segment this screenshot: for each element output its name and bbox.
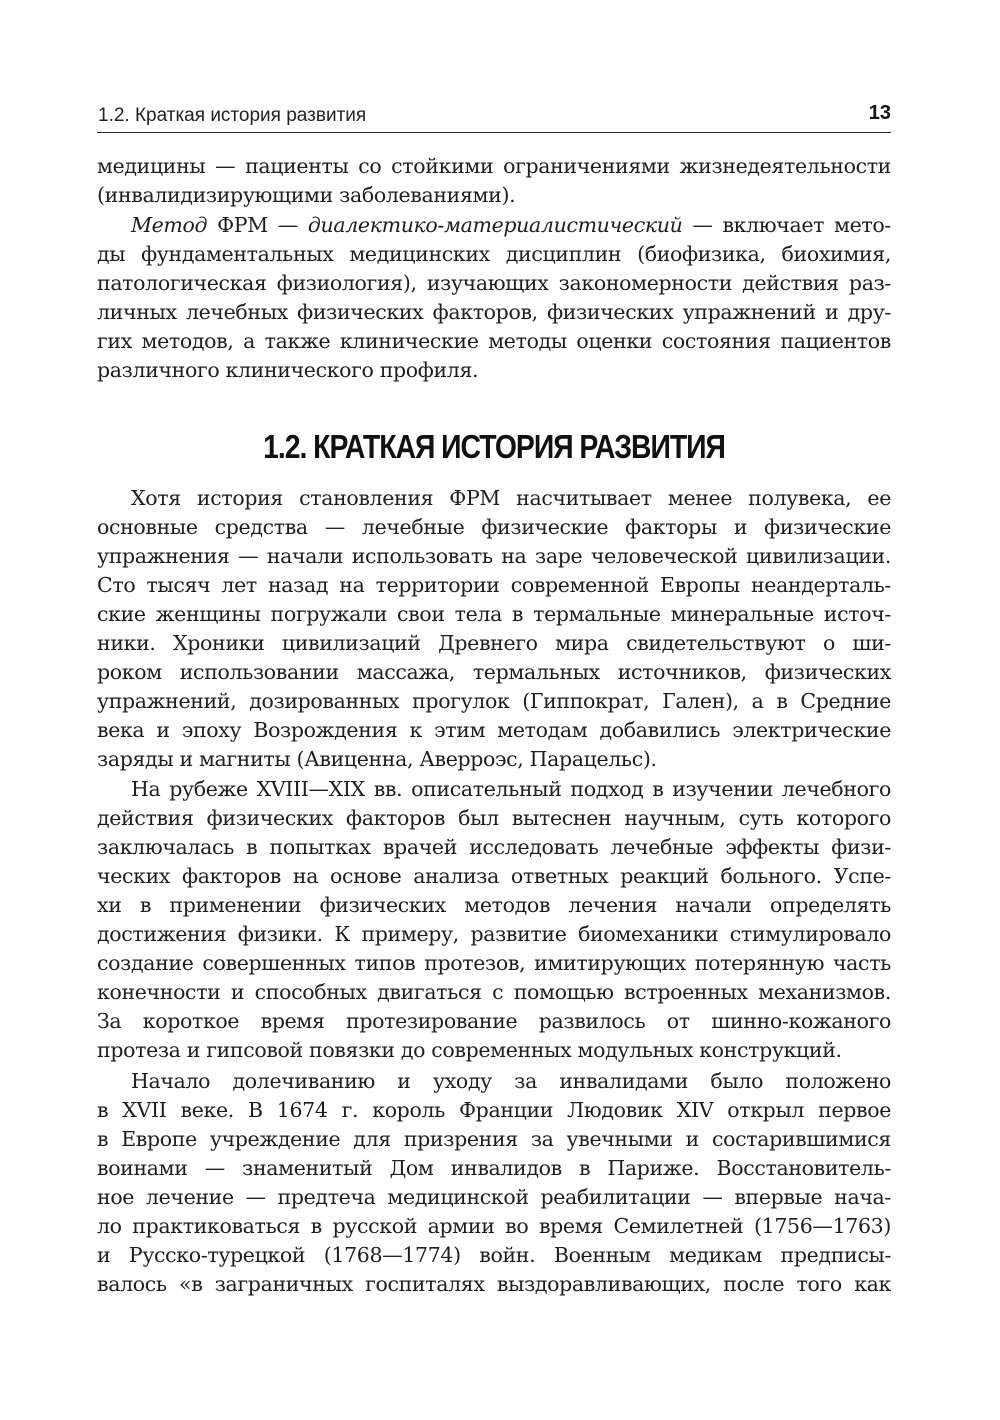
text-line: заключалась в попытках врачей исследовать лечебные эффекты физи- [97, 835, 891, 859]
text-line: протеза и гипсовой повязки до современных модульных конструкций. [97, 1038, 842, 1062]
text-line: ческих факторов на основе анализа ответных реакций больного. Успе- [97, 864, 891, 888]
continuation-paragraph [97, 152, 891, 210]
text-line: Сто тысяч лет назад на территории современной Европы неандерталь- [97, 573, 891, 597]
text-line: и Русско-турецкой (1768—1774) войн. Военным медикам предписы- [97, 1243, 891, 1267]
section-heading: 1.2. КРАТКАЯ ИСТОРИЯ РАЗВИТИЯ [263, 428, 725, 465]
text-line: воинами — знаменитый Дом инвалидов в Париже. Восстановитель- [97, 1156, 891, 1180]
text-line: На рубеже XVIII—XIX вв. описательный подход в изучении лечебного [131, 777, 891, 801]
text-line: действия физических факторов был вытеснен научным, суть которого [97, 806, 891, 830]
text-line: различного клинического профиля. [97, 358, 479, 382]
text-line: личных лечебных физических факторов, физических упражнений и дру- [97, 300, 891, 324]
text-line: упражнения — начали использовать на заре человеческой цивилизации. [97, 544, 891, 568]
text-line: основные средства — лечебные физические факторы и физические [97, 515, 891, 539]
text-line: заряды и магниты (Авиценна, Аверроэс, Парацельс). [97, 747, 657, 771]
text-line: в XVII веке. В 1674 г. король Франции Людовик XIV открыл первое [97, 1098, 891, 1122]
text-line: в Европе учреждение для призрения за увечными и состарившимися [97, 1127, 891, 1151]
text-line: ды фундаментальных медицинских дисциплин (биофизика, биохимия, [97, 242, 891, 266]
text-line-with-italics: Метод ФРМ — диалектико-материалистический — включает мето- [131, 213, 891, 237]
body-paragraph [97, 1067, 891, 1299]
italic-term: диалектико-материалистический [307, 213, 683, 237]
body-paragraph [97, 484, 891, 774]
text-line: века и эпоху Возрождения к этим методам добавились электрические [97, 718, 891, 742]
running-header [97, 100, 891, 133]
text-line: гих методов, а также клинические методы оценки состояния пациентов [97, 329, 891, 353]
text-line: конечности и способных двигаться с помощью встроенных механизмов. [97, 980, 891, 1004]
text-line: ное лечение — предтеча медицинской реабилитации — впервые нача- [97, 1185, 891, 1209]
text-line: ники. Хроники цивилизаций Древнего мира свидетельствуют о ши- [97, 631, 891, 655]
text-line: ло практиковаться в русской армии во время Семилетней (1756—1763) [97, 1214, 891, 1238]
text-line: валось «в заграничных госпиталях выздоравливающих, после того как [97, 1272, 891, 1296]
text-line: медицины — пациенты со стойкими ограничениями жизнедеятельности [97, 154, 891, 178]
text-line: достижения физики. К примеру, развитие биомеханики стимулировало [97, 922, 891, 946]
body-paragraph [97, 775, 891, 1065]
page-number: 13 [868, 102, 891, 124]
italic-term: Метод [131, 213, 208, 237]
running-title: 1.2. Краткая история развития [98, 105, 367, 126]
text-line: роком использовании массажа, термальных источников, физических [97, 660, 891, 684]
text-line: патологическая физиология), изучающих закономерности действия раз- [97, 271, 891, 295]
text-line: хи в применении физических методов лечения начали определять [97, 893, 891, 917]
text-line: (инвалидизирующими заболеваниями). [97, 183, 516, 207]
text-line: Начало долечиванию и уходу за инвалидами было положено [131, 1069, 891, 1093]
text-line: создание совершенных типов протезов, имитирующих потерянную часть [97, 951, 891, 975]
text-line: За короткое время протезирование развилось от шинно-кожаного [97, 1009, 891, 1033]
text-line: Хотя история становления ФРМ насчитывает менее полувека, ее [131, 486, 891, 510]
text-line: ские женщины погружали свои тела в термальные минеральные источ- [97, 602, 891, 626]
text-line: упражнений, дозированных прогулок (Гиппократ, Гален), а в Средние [97, 689, 891, 713]
method-paragraph [97, 211, 891, 385]
